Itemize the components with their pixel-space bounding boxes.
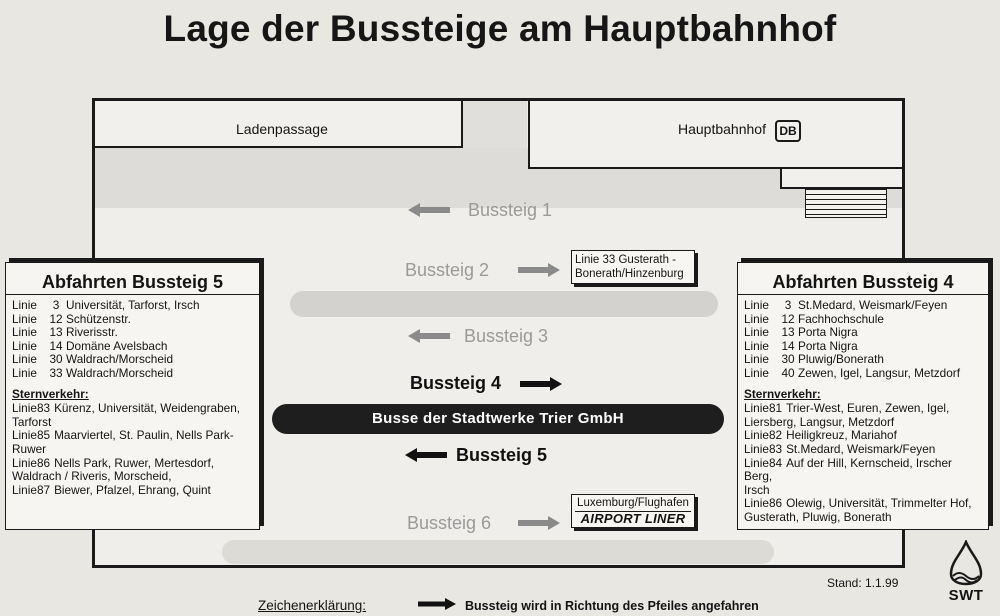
bussteig-3-label: Bussteig 3: [464, 326, 549, 346]
arrow-left-icon: [408, 203, 450, 217]
line-number: 14: [49, 338, 63, 353]
line-destination: Universität, Tarforst, Irsch: [66, 298, 200, 312]
line-row: [12, 429, 253, 456]
line-row: [744, 353, 982, 367]
bussteig-2-label: Bussteig 2: [405, 260, 490, 280]
line-row: [12, 326, 253, 340]
line-row: [12, 402, 253, 429]
line-destination: Porta Nigra: [798, 338, 858, 353]
ladenpassage-label: Ladenpassage: [236, 121, 328, 137]
panel-title: Abfahrten Bussteig 4: [738, 269, 988, 295]
line-row: [12, 367, 253, 381]
line-number: 81: [768, 401, 783, 416]
stand-date: Stand: 1.1.99: [827, 576, 899, 590]
line-row: [744, 497, 982, 524]
line-destination: Porta Nigra: [798, 325, 858, 340]
line-label: Linie: [12, 352, 37, 367]
line-destination: Waldrach/Morscheid: [66, 365, 174, 380]
legend-text: Bussteig wird in Richtung des Pfeiles angefahren: [465, 599, 759, 613]
line-row: [744, 402, 982, 429]
line-number: 87: [36, 482, 51, 497]
line-row: [744, 367, 982, 381]
line-row: [12, 299, 253, 313]
line-row: [744, 457, 982, 498]
line-destination: St.Medard, Weismark/Feyen: [798, 298, 948, 312]
line-label: Linie: [12, 338, 37, 353]
hauptbahnhof-step: [780, 169, 902, 189]
arrow-right-icon: [518, 263, 560, 277]
line-label: Linie: [744, 441, 769, 456]
line-label: Linie: [12, 365, 37, 380]
line-number: 86: [768, 496, 783, 511]
stadtwerke-platform: Busse der Stadtwerke Trier GmbH: [272, 404, 724, 434]
line-destination: St.Medard, Weismark/Feyen: [786, 441, 936, 456]
platform-island: [290, 291, 718, 317]
stairs-icon: [805, 188, 887, 218]
airport-destination: Luxemburg/Flughafen: [577, 497, 689, 509]
line-row: [744, 340, 982, 354]
line-destination: Heiligkreuz, Mariahof: [786, 428, 897, 443]
line-row: [744, 443, 982, 457]
line-row: [12, 484, 253, 498]
line-label: Linie: [12, 455, 37, 470]
line-label: Linie: [12, 325, 37, 340]
line-number: 30: [781, 352, 795, 367]
line-label: Linie: [744, 298, 769, 312]
line-number: 40: [781, 365, 795, 380]
line-destination: Kürenz, Universität, Weidengraben, Tarforst: [12, 401, 241, 429]
airport-liner-sign: [571, 494, 695, 528]
arrow-right-icon: [418, 598, 456, 610]
line-label: Linie: [744, 428, 769, 443]
db-logo: DB: [775, 120, 801, 142]
line-number: 83: [768, 441, 783, 456]
line-label: Linie: [12, 428, 37, 443]
departures-panel-4: [737, 262, 989, 530]
line-destination: Auf der Hill, Kernscheid, Irscher Berg, Irsch: [744, 455, 952, 497]
line-row: [12, 340, 253, 354]
sternverkehr-heading: Sternverkehr:: [12, 386, 89, 401]
arrow-right-icon: [520, 377, 562, 391]
line-number: 3: [784, 298, 792, 312]
line-row: [744, 326, 982, 340]
panel-title: Abfahrten Bussteig 5: [6, 269, 259, 295]
line-label: Linie: [12, 298, 37, 312]
line-label: Linie: [744, 338, 769, 353]
bussteig-4-label: Bussteig 4: [410, 373, 502, 393]
line-label: Linie: [744, 365, 769, 380]
line-destination: Domäne Avelsbach: [66, 338, 168, 353]
line-number: 3: [52, 298, 60, 312]
line-destination: Trier-West, Euren, Zewen, Igel, Liersberg, Langsur, Metzdorf: [744, 401, 950, 429]
line-row: [744, 313, 982, 327]
line-label: Linie: [12, 311, 37, 326]
line-row: [744, 299, 982, 313]
line-number: 14: [781, 338, 795, 353]
line-label: Linie: [744, 311, 769, 326]
sternverkehr-list: [12, 402, 253, 497]
line-destination: Biewer, Pfalzel, Ehrang, Quint: [54, 482, 211, 497]
line-number: 12: [781, 311, 795, 326]
swt-logo: [943, 540, 989, 606]
line-row: [12, 353, 253, 367]
line-list: [744, 299, 982, 381]
line-label: Linie: [12, 401, 37, 416]
line-number: 13: [49, 325, 63, 340]
arrow-left-icon: [408, 329, 450, 343]
sternverkehr-list: [744, 402, 982, 524]
line-number: 30: [49, 352, 63, 367]
line-label: Linie: [744, 352, 769, 367]
line-destination: Zewen, Igel, Langsur, Metzdorf: [798, 365, 960, 380]
bussteig-6-label: Bussteig 6: [407, 513, 492, 533]
line-destination: Pluwig/Bonerath: [798, 352, 884, 367]
bussteig-1-label: Bussteig 1: [468, 200, 553, 220]
hauptbahnhof-label: Hauptbahnhof: [678, 121, 766, 137]
legend-label: Zeichenerklärung:: [258, 598, 367, 613]
line-number: 33: [49, 365, 63, 380]
line-number: 86: [36, 455, 51, 470]
arrow-left-icon: [405, 448, 447, 462]
line-row: [12, 457, 253, 484]
line-row: [12, 313, 253, 327]
page-title: Lage der Bussteige am Hauptbahnhof: [163, 8, 837, 49]
line-row: [744, 429, 982, 443]
line-number: 85: [36, 428, 51, 443]
line-label: Linie: [12, 482, 37, 497]
line-number: 13: [781, 325, 795, 340]
arrow-right-icon: [518, 516, 560, 530]
line-list: [12, 299, 253, 381]
line-destination: Nells Park, Ruwer, Mertesdorf, Waldrach / Riveris, Morscheid,: [12, 455, 215, 484]
line-destination: Riverisstr.: [66, 325, 118, 340]
linie-33-sign: Linie 33 Gusterath - Bonerath/Hinzenburg: [571, 250, 695, 284]
swt-logo-text: SWT: [948, 587, 984, 604]
line-destination: Olewig, Universität, Trimmelter Hof, Gusterath, Pluwig, Bonerath: [744, 496, 972, 524]
sternverkehr-heading: Sternverkehr:: [744, 386, 821, 401]
line-number: 83: [36, 401, 51, 416]
platform-bottom: [222, 540, 774, 564]
line-destination: Waldrach/Morscheid: [66, 352, 174, 367]
line-destination: Maarviertel, St. Paulin, Nells Park- Ruwer: [12, 428, 234, 456]
airport-liner-logo: AIRPORT LINER: [575, 511, 691, 525]
line-number: 12: [49, 311, 63, 326]
line-destination: Fachhochschule: [798, 311, 884, 326]
departures-panel-5: [5, 262, 260, 530]
line-label: Linie: [744, 455, 769, 470]
bussteig-5-label: Bussteig 5: [456, 445, 548, 465]
line-label: Linie: [744, 325, 769, 340]
line-destination: Schützenstr.: [66, 311, 131, 326]
line-label: Linie: [744, 496, 769, 511]
line-number: 82: [768, 428, 783, 443]
line-number: 84: [768, 455, 783, 470]
line-label: Linie: [744, 401, 769, 416]
